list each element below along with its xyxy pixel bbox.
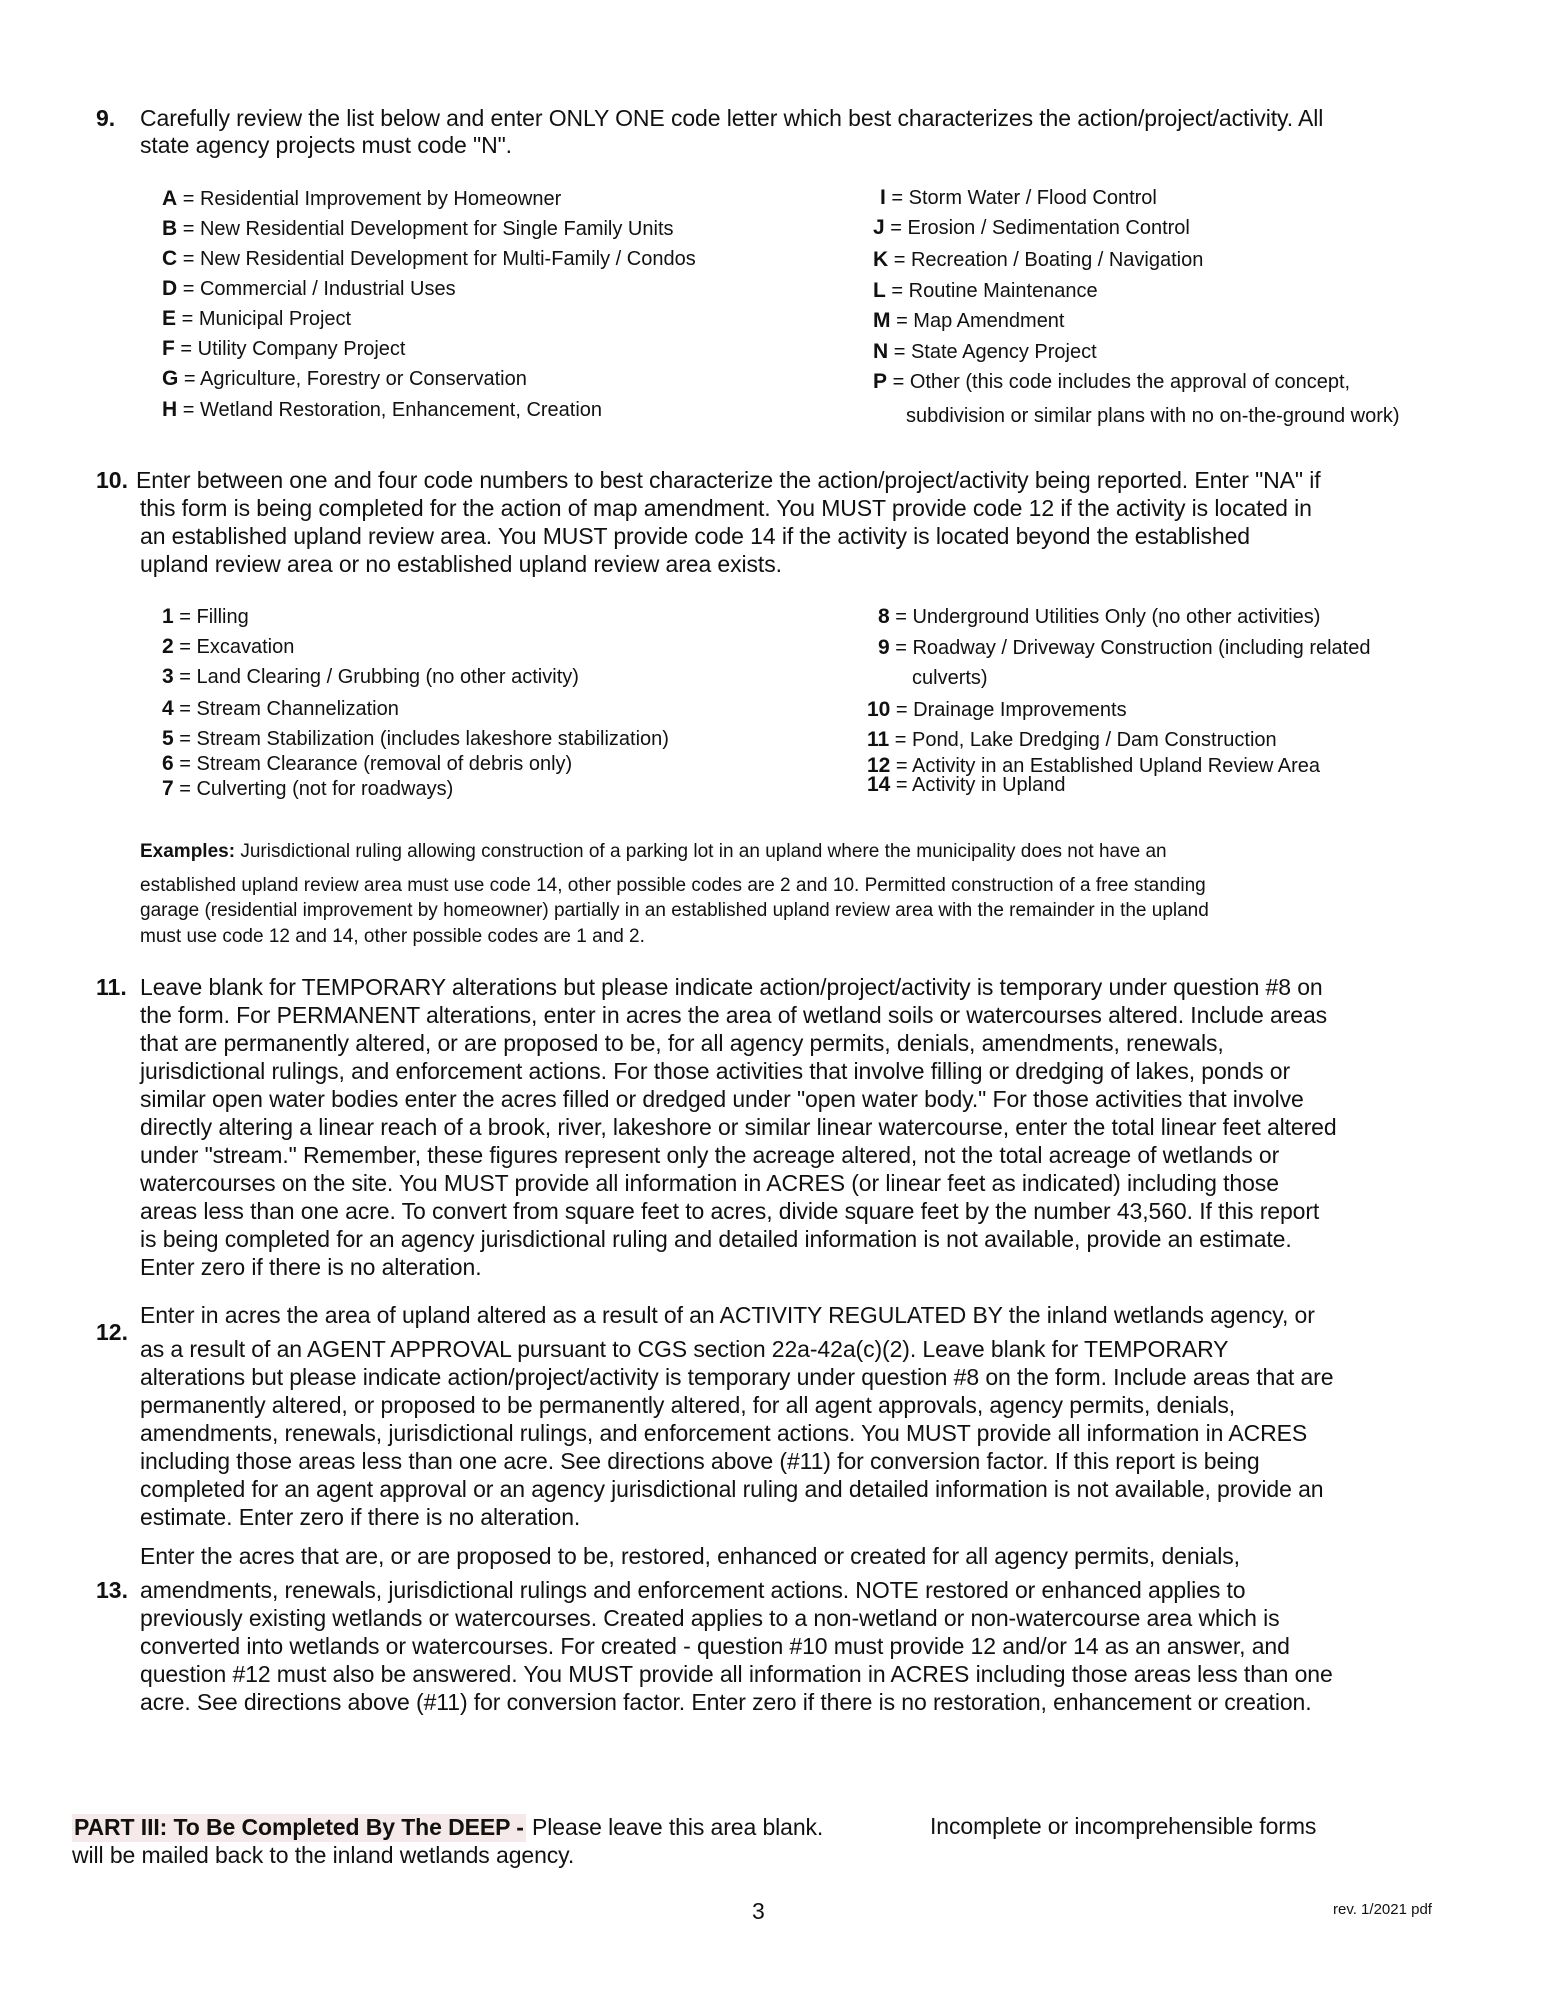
- code-letter: P: [873, 370, 888, 393]
- code-item: [162, 635, 294, 659]
- code-item: [873, 216, 1190, 240]
- code-description: = Excavation: [179, 636, 295, 658]
- question-text-line: alterations but please indicate action/project/activity is temporary under question #8 on the form. Include areas that are: [140, 1364, 1334, 1390]
- question-text-line: upland review area or no established upland review area exists.: [140, 551, 782, 577]
- code-item: [873, 370, 1350, 394]
- code-description: = Wetland Restoration, Enhancement, Creation: [182, 399, 603, 421]
- code-description: = Land Clearing / Grubbing (no other activity): [179, 666, 579, 688]
- code-letter: D: [162, 277, 178, 300]
- question-text-line: amendments, renewals, jurisdictional rulings, and enforcement actions. You MUST provide all information in ACRES: [140, 1420, 1308, 1446]
- code-item: [873, 248, 1203, 272]
- code-item: [867, 773, 1065, 797]
- code-description: = Recreation / Boating / Navigation: [893, 249, 1204, 271]
- examples-line: established upland review area must use code 14, other possible codes are 2 and 10. Permitted construction of a free standing: [140, 875, 1206, 896]
- code-description: = Storm Water / Flood Control: [891, 187, 1157, 209]
- code-item: [867, 698, 1127, 722]
- code-description: = New Residential Development for Single Family Units: [182, 218, 674, 240]
- code-description: = Erosion / Sedimentation Control: [890, 217, 1190, 239]
- part3-heading-line: [72, 1814, 823, 1841]
- code-item: [162, 247, 696, 271]
- code-item: [162, 217, 674, 241]
- code-description: = Activity in an Established Upland Review Area: [895, 755, 1321, 777]
- examples-line: garage (residential improvement by homeowner) partially in an established upland review area with the remainder in the upland: [140, 900, 1209, 921]
- code-item: [162, 187, 561, 211]
- code-number: 3: [162, 665, 174, 688]
- code-item: [880, 186, 1157, 210]
- code-item: [162, 367, 527, 391]
- question-text-line: this form is being completed for the action of map amendment. You MUST provide code 12 if the activity is located in: [140, 495, 1312, 521]
- code-item: [873, 309, 1065, 333]
- examples-text: Jurisdictional ruling allowing construction of a parking lot in an upland where the municipality does not have an: [235, 841, 1167, 862]
- code-item: [873, 279, 1098, 303]
- examples-label: Examples:: [140, 841, 236, 862]
- code-item: [162, 337, 405, 361]
- code-description: = Residential Improvement by Homeowner: [182, 188, 562, 210]
- code-description: = Pond, Lake Dredging / Dam Construction: [894, 729, 1277, 751]
- code-description: = Commercial / Industrial Uses: [182, 278, 456, 300]
- code-letter: H: [162, 398, 178, 421]
- code-number: 12: [867, 754, 891, 777]
- code-number: 14: [867, 773, 891, 796]
- code-item: [873, 340, 1097, 364]
- question-text-line: converted into wetlands or watercourses. For created - question #10 must provide 12 and/or 14 as an answer, and: [140, 1633, 1290, 1659]
- part3-instruction: Please leave this area blank.: [525, 1814, 824, 1840]
- question-number: 9.: [96, 105, 116, 131]
- question-text-line: Enter between one and four code numbers to best characterize the action/project/activity being reported. Enter "NA" if: [136, 467, 1321, 493]
- question-text-line: question #12 must also be answered. You MUST provide all information in ACRES including those areas less than one: [140, 1661, 1333, 1687]
- code-item: [162, 665, 579, 689]
- code-number: 7: [162, 777, 174, 800]
- code-item: [867, 728, 1277, 752]
- part3-note: will be mailed back to the inland wetlands agency.: [72, 1842, 575, 1868]
- question-text-line: an established upland review area. You MUST provide code 14 if the activity is located beyond the established: [140, 523, 1250, 549]
- question-text-line: under "stream." Remember, these figures represent only the acreage altered, not the total acreage of wetlands or: [140, 1142, 1280, 1168]
- question-text-line: Leave blank for TEMPORARY alterations but please indicate action/project/activity is temporary under question #8 on: [140, 974, 1323, 1000]
- code-letter: C: [162, 247, 178, 270]
- examples-line: must use code 12 and 14, other possible codes are 1 and 2.: [140, 926, 645, 947]
- question-text-line: is being completed for an agency jurisdictional ruling and detailed information is not available, provide an estimate.: [140, 1226, 1292, 1252]
- question-text-line: including those areas less than one acre. See directions above (#11) for conversion factor. If this report is being: [140, 1448, 1260, 1474]
- question-text-line: permanently altered, or proposed to be permanently altered, for all agent approvals, agency permits, denials,: [140, 1392, 1236, 1418]
- code-item-continuation: culverts): [912, 667, 988, 689]
- code-item-continuation: subdivision or similar plans with no on-the-ground work): [906, 405, 1400, 427]
- part3-note: Incomplete or incomprehensible forms: [930, 1813, 1317, 1839]
- code-description: = Agriculture, Forestry or Conservation: [183, 368, 527, 390]
- code-letter: N: [873, 340, 889, 363]
- code-description: = Map Amendment: [896, 310, 1065, 332]
- code-description: = New Residential Development for Multi-Family / Condos: [182, 248, 696, 270]
- code-description: = Utility Company Project: [180, 338, 406, 360]
- code-letter: J: [873, 216, 885, 239]
- question-text-line: Enter in acres the area of upland altered as a result of an ACTIVITY REGULATED BY the inland wetlands agency, or: [140, 1302, 1315, 1328]
- code-item: [878, 636, 1370, 660]
- question-text-line: Enter the acres that are, or are proposed to be, restored, enhanced or created for all agency permits, denials,: [140, 1543, 1240, 1569]
- code-item: [162, 398, 602, 422]
- code-number: 9: [878, 636, 890, 659]
- code-description: = Municipal Project: [181, 308, 352, 330]
- code-item: [162, 697, 399, 721]
- question-text-line: amendments, renewals, jurisdictional rulings and enforcement actions. NOTE restored or enhanced applies to: [140, 1577, 1246, 1603]
- code-number: 10: [867, 698, 891, 721]
- code-number: 1: [162, 605, 174, 628]
- code-description: = State Agency Project: [893, 341, 1097, 363]
- code-letter: I: [880, 186, 886, 209]
- code-description: = Other (this code includes the approval of concept,: [892, 371, 1351, 393]
- question-text-line: previously existing wetlands or watercourses. Created applies to a non-wetland or non-watercourse area which is: [140, 1605, 1280, 1631]
- question-number: 10.: [96, 467, 128, 493]
- question-text-line: estimate. Enter zero if there is no alteration.: [140, 1504, 581, 1530]
- code-letter: A: [162, 187, 178, 210]
- code-description: = Roadway / Driveway Construction (including related: [895, 637, 1371, 659]
- question-text-line: the form. For PERMANENT alterations, enter in acres the area of wetland soils or watercourses altered. Include areas: [140, 1002, 1328, 1028]
- code-description: = Routine Maintenance: [891, 280, 1098, 302]
- question-text-line: directly altering a linear reach of a brook, river, lakeshore or similar linear watercourse, enter the total linear feet altered: [140, 1114, 1337, 1140]
- question-text-line: areas less than one acre. To convert from square feet to acres, divide square feet by the number 43,560. If this report: [140, 1198, 1320, 1224]
- examples-line: [140, 841, 1167, 863]
- code-item: [162, 307, 351, 331]
- question-number: 11.: [96, 974, 127, 1000]
- code-item: [162, 777, 453, 801]
- question-text-line: as a result of an AGENT APPROVAL pursuant to CGS section 22a-42a(c)(2). Leave blank for TEMPORARY: [140, 1336, 1229, 1362]
- code-letter: B: [162, 217, 178, 240]
- question-text-line: Carefully review the list below and enter ONLY ONE code letter which best characterizes the action/project/activity. All: [140, 105, 1324, 131]
- code-number: 11: [867, 728, 890, 751]
- part3-title: PART III: To Be Completed By The DEEP -: [74, 1814, 524, 1840]
- question-text-line: acre. See directions above (#11) for conversion factor. Enter zero if there is no restoration, enhancement or creation.: [140, 1689, 1312, 1715]
- code-letter: F: [162, 337, 175, 360]
- code-description: = Activity in Upland: [895, 774, 1066, 796]
- code-description: = Underground Utilities Only (no other activities): [895, 606, 1321, 628]
- code-letter: G: [162, 367, 179, 390]
- code-letter: E: [162, 307, 177, 330]
- code-number: 2: [162, 635, 174, 658]
- question-number: 13.: [96, 1577, 128, 1603]
- code-description: = Filling: [179, 606, 249, 628]
- code-number: 4: [162, 697, 174, 720]
- code-item: [878, 605, 1320, 629]
- code-number: 5: [162, 727, 174, 750]
- code-item: [162, 605, 249, 629]
- code-item: [162, 752, 572, 776]
- question-text-line: that are permanently altered, or are proposed to be, for all agency permits, denials, amendments, renewals,: [140, 1030, 1224, 1056]
- question-text-line: similar open water bodies enter the acres filled or dredged under "open water body." For those activities that involve: [140, 1086, 1304, 1112]
- code-description: = Stream Channelization: [179, 698, 399, 720]
- question-text-line: state agency projects must code "N".: [140, 132, 512, 158]
- code-number: 6: [162, 752, 174, 775]
- code-item: [162, 277, 456, 301]
- code-number: 8: [878, 605, 890, 628]
- question-text-line: Enter zero if there is no alteration.: [140, 1254, 482, 1280]
- code-description: = Stream Stabilization (includes lakeshore stabilization): [179, 728, 669, 750]
- question-number: 12.: [96, 1319, 128, 1345]
- question-text-line: completed for an agent approval or an agency jurisdictional ruling and detailed information is not available, provide an: [140, 1476, 1324, 1502]
- revision-label: rev. 1/2021 pdf: [1333, 1901, 1432, 1918]
- code-item: [162, 727, 669, 751]
- code-letter: K: [873, 248, 889, 271]
- code-letter: M: [873, 309, 891, 332]
- page-number: 3: [752, 1898, 765, 1924]
- question-text-line: jurisdictional rulings, and enforcement actions. For those activities that involve filling or dredging of lakes, ponds or: [140, 1058, 1291, 1084]
- code-letter: L: [873, 279, 886, 302]
- code-description: = Stream Clearance (removal of debris only): [179, 753, 573, 775]
- code-description: = Drainage Improvements: [895, 699, 1127, 721]
- code-description: = Culverting (not for roadways): [179, 778, 454, 800]
- question-text-line: watercourses on the site. You MUST provide all information in ACRES (or linear feet as indicated) including those: [140, 1170, 1279, 1196]
